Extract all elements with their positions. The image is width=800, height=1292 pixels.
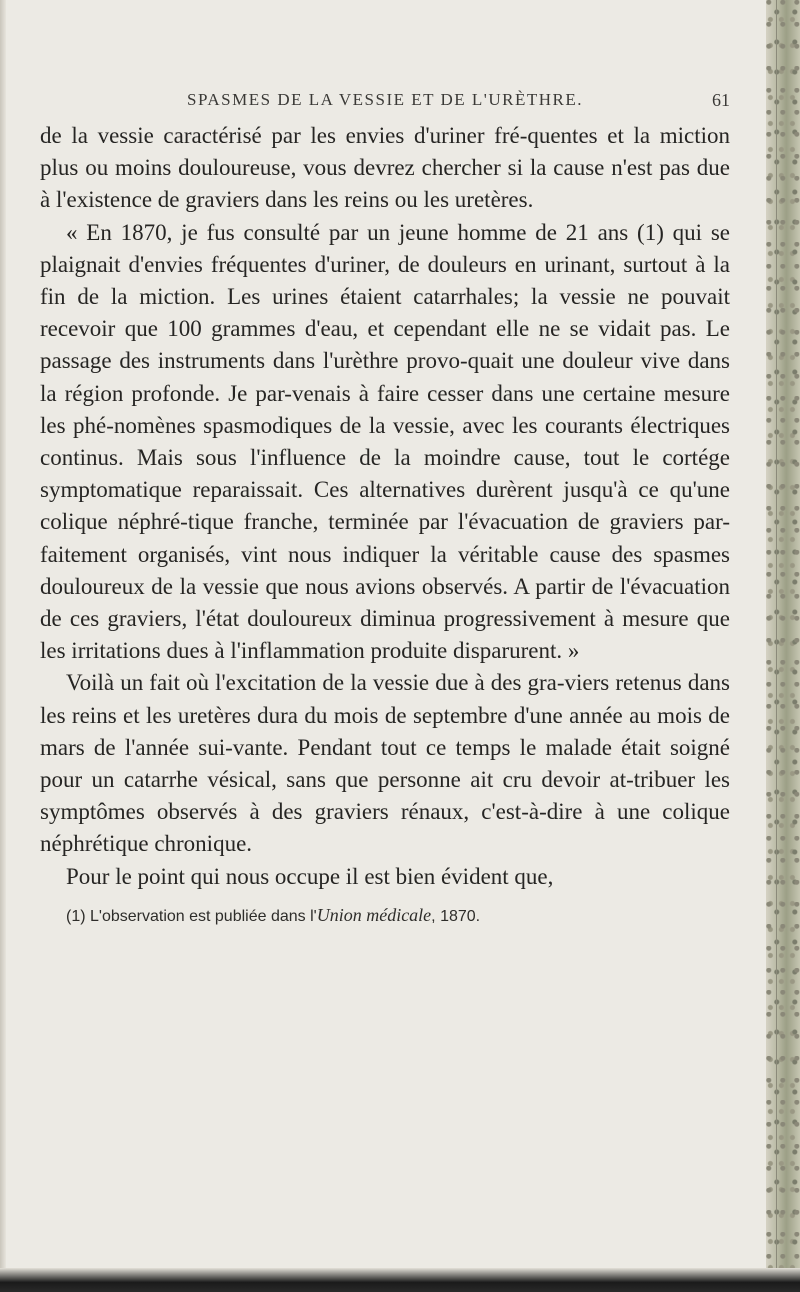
book-page — [40, 90, 730, 926]
running-title: SPASMES DE LA VESSIE ET DE L'URÈTHRE. — [187, 90, 583, 109]
page-bottom-shadow — [0, 1268, 800, 1292]
running-head — [40, 90, 730, 120]
footnote-suffix: , 1870. — [431, 907, 481, 925]
body-text — [40, 120, 730, 893]
paragraph-quoted-case: « En 1870, je fus consulté par un jeune homme de 21 ans (1) qui se plaignait d'envies fréquentes d'uriner, de douleurs en urinant, surtout à la fin de la miction. Les urines étaient catarrhales; la vessie ne pouvait recevoir que 100 grammes d'eau, et cependant elle ne se vidait pas. Le passage des instruments dans l'urèthre provo-quait une douleur vive dans la région profonde. Je par-venais à faire cesser dans une certaine mesure les phé-nomènes spasmodiques de la vessie, avec les courants électriques continus. Mais sous l'influence de la moindre cause, tout le cortége symptomatique reparaissait. Ces alternatives durèrent jusqu'à ce qu'une colique néphré-tique franche, terminée par l'évacuation de graviers par-faitement organisés, vint nous indiquer la véritable cause des spasmes douloureux de la vessie que nous avions observés. A partir de l'évacuation de ces graviers, l'état douloureux diminua progressivement à mesure que les irritations dues à l'inflammation produite disparurent. » — [40, 219, 730, 664]
page-left-shadow — [0, 0, 6, 1292]
book-binding-edge — [766, 0, 800, 1292]
paragraph-continuation: de la vessie caractérisé par les envies d'uriner fré-quentes et la miction plus ou moins douloureuse, vous devrez chercher si la cause n'est pas due à l'existence de graviers dans les reins ou les uretères. — [40, 123, 730, 213]
paragraph-final: Pour le point qui nous occupe il est bien évident que, — [66, 863, 554, 889]
page-number: 61 — [712, 90, 730, 110]
footnote — [40, 905, 730, 926]
footnote-journal: Union médicale — [316, 904, 432, 925]
paragraph-commentary: Voilà un fait où l'excitation de la vessie due à des gra-viers retenus dans les reins et les uretères dura du mois de septembre d'une année au mois de mars de l'année sui-vante. Pendant tout ce temps le malade était soigné pour un catarrhe vésical, sans que personne ait cru devoir at-tribuer les symptômes observés à des graviers rénaux, c'est-à-dire à une colique néphrétique chronique. — [40, 670, 730, 857]
footnote-text: (1) L'observation est publiée dans l' — [66, 907, 317, 925]
